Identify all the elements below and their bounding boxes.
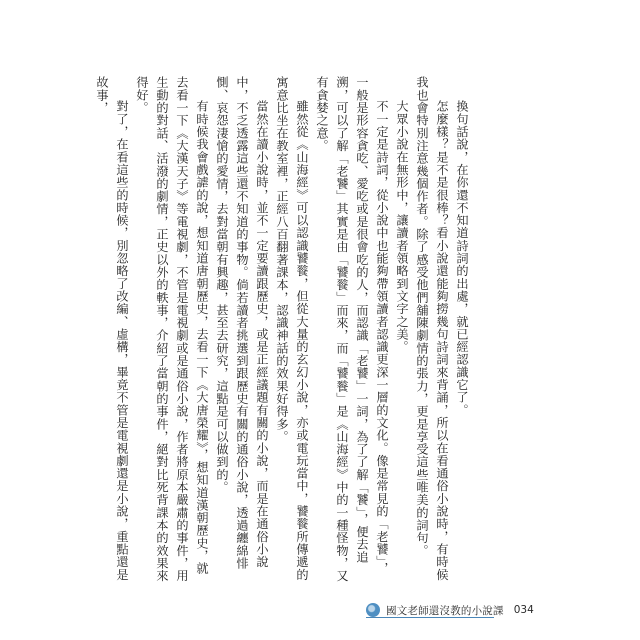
paragraph: 當然在讀小說時，並不一定要讀跟歷史，或是正經議題有關的小說，而是在通俗小說中，不乏透露這些還不知道的事物。倘若讀者挑選到跟歷史有關的通俗小說，透過纏綿悱惻、哀怨淒愴的愛情，去對當朝有興趣，甚至去研究，這點是可以做到的。 [215, 76, 269, 570]
footer-rule [366, 617, 494, 618]
paragraph: 有時候我會戲謔的說，想知道唐朝歷史，去看一下《大唐榮耀》，想知道漢朝歷史，就去看一下《大漢天子》等電視劇，不管是電視劇或是通俗小說，作者將原本嚴肅的事件，用生動的對話、活潑的劇情，正史以外的軼事，介紹了當朝的事件，絕對比死背課本的效果來得好。 [135, 76, 209, 582]
page-number: 034 [513, 604, 534, 616]
book-title: 國文老師還沒教的小說課 [386, 604, 504, 617]
paragraph: 雖然從《山海經》可以認識饕餮，但從大量的玄幻小說，亦或電玩當中，饕餮所傳遞的寓意比坐在教室裡，正經八百翻著課本，認識神話的效果好得多。 [275, 76, 309, 582]
body-text [92, 76, 472, 586]
paragraph: 大眾小說在無形中，讓讀者領略到文字之美。 [395, 100, 409, 354]
page-footer [366, 602, 534, 618]
paragraph: 怎麼樣？是不是很棒？看小說還能夠撈幾句詩詞來背誦，所以在看通俗小說時，有時候我也會特別注意幾個作者。除了感受他們舖陳劇情的張力，更是享受這些唯美的詞句。 [415, 76, 449, 582]
paragraph: 換句話說，在你還不知道詩詞的出處，就已經認識它了。 [455, 100, 469, 417]
circle-ornament-icon [366, 603, 380, 617]
paragraph: 不一定是詩詞，從小說中也能夠帶領讀者認識更深一層的文化。像是常見的「老饕」，一般是形容貪吃、愛吃或是很會吃的人，而認識「老饕」一詞，為了了解「饕」，便去追溯，可以了解「老饕」其實是由「饕餮」而來，而「饕餮」是《山海經》中的一種怪物，又有貪婪之意。 [315, 76, 389, 582]
paragraph: 對了，在看這些的時候，別忽略了改編、虛構，畢竟不管是電視劇還是小說，重點還是故事， [95, 76, 129, 582]
